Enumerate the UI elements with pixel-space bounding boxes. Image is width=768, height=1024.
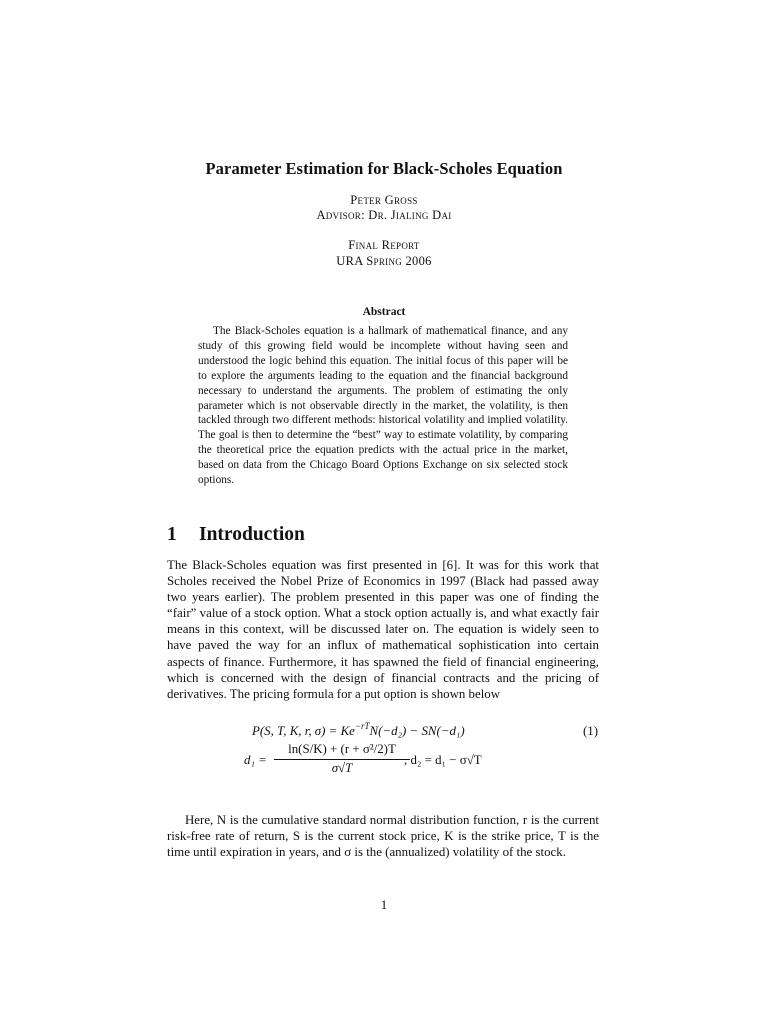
page-number: 1: [380, 898, 388, 912]
paper-title: Parameter Estimation for Black-Scholes Equation: [205, 159, 563, 178]
section-number: 1: [167, 524, 177, 545]
equation-number: (1): [583, 724, 599, 738]
abstract-heading: Abstract: [362, 306, 406, 318]
section-title: Introduction: [199, 524, 305, 545]
formula-lhs: P(S, T, K, r, σ) = Ke: [252, 724, 355, 738]
put-pricing-formula: [252, 721, 465, 739]
advisor-name: Advisor: Dr. Jialing Dai: [316, 208, 452, 222]
abstract-text: The Black-Scholes equation is a hallmark of mathematical finance, and any study of this growing field would be incomplete without having seen and understood the logic behind this equation. The initial focus of this paper will be to explore the arguments leading to the equation and the financial background necessary to understand the arguments. The problem of estimating the only parameter which is not observable directly in the market, the volatility, is then tackled through two different methods: historical volatility and implied volatility. The goal is then to determine the “best” way to estimate volatility, by comparing the theoretical price the equation predicts with the actual price in the market, based on data from the Chicago Board Options Exchange on six selected stock options.: [198, 325, 568, 487]
section-heading: [167, 524, 305, 546]
d1-fraction: [274, 742, 410, 776]
author-name: Peter Gross: [350, 193, 418, 207]
report-term: URA Spring 2006: [336, 254, 432, 268]
d2-definition: , d₂ = d₁ − σ√T: [404, 753, 482, 767]
d1-numerator: ln(S/K) + (r + σ²/2)T: [288, 742, 396, 756]
variables-paragraph: Here, N is the cumulative standard normal distribution function, r is the current risk-free rate of return, S is the current stock price, K is the strike price, T is the time until expiration in years, and σ is the (annualized) volatility of the stock.: [167, 813, 599, 860]
d1-denominator: σ√T: [331, 761, 353, 775]
report-type: Final Report: [348, 238, 420, 252]
intro-paragraph: The Black-Scholes equation was first presented in [6]. It was for this work that Scholes received the Nobel Prize of Economics in 1997 (Black had passed away two years earlier). The problem presented in this paper was one of finding the “fair” value of a stock option. What a stock option actually is, and what exactly fair means in this context, will be discussed later on. The equation is widely seen to have paved the way for an influx of mathematical sophistication into certain aspects of finance. Furthermore, it has spawned the field of financial engineering, which is concerned with the design of financial contracts and the pricing of derivatives. The pricing formula for a put option is shown below: [167, 558, 599, 701]
d1-label: d₁ =: [244, 753, 267, 767]
formula-exponent: −rT: [354, 721, 370, 731]
formula-rhs: N(−d₂) − SN(−d₁): [369, 724, 465, 738]
